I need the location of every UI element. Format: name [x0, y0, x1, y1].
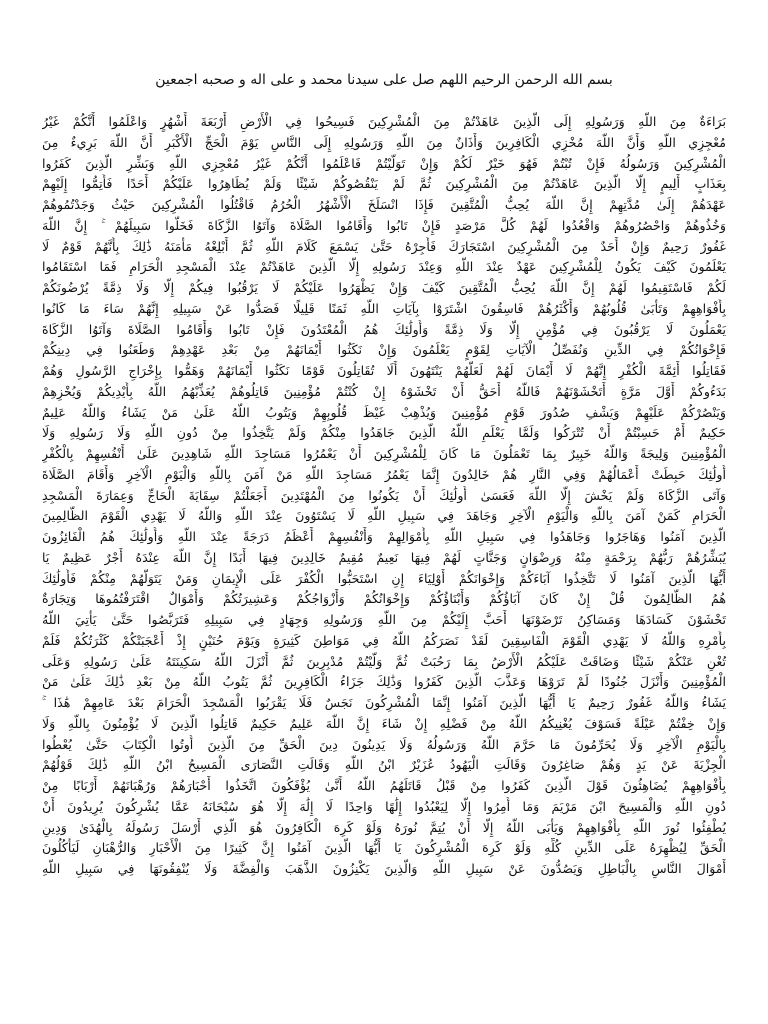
text-line: فَإِخْوَانُكُمْ فِي الدِّينِ وَنُفَصِّلُ الْآيَاتِ لِقَوْمٍ يَعْلَمُونَ وَإِنْ نَكَثُوا أَيْمَانَهُمْ مِنْ بَعْدِ عَهْدِهِمْ وَطَعَنُوا فِي دِينِكُمْ: [42, 342, 726, 358]
text-line: وَخُذُوهُمْ وَاحْصُرُوهُمْ وَاقْعُدُوا لَهُمْ كُلَّ مَرْصَدٍ فَإِنْ تَابُوا وَأَقَامُوا الصَّلَاةَ وَآتَوُا الزَّكَاةَ فَخَلُّوا سَبِيلَهُمْ ۚ إِنَّ اللَّهَ: [42, 217, 726, 233]
page-title: بسم الله الرحمن الرحيم اللهم صل على سيدنا محمد و على اله و صحبه اجمعين: [155, 72, 613, 88]
text-line: الْحَرَامِ كَمَنْ آمَنَ بِاللَّهِ وَالْيَوْمِ الْآخِرِ وَجَاهَدَ فِي سَبِيلِ اللَّهِ لَا يَسْتَوُونَ عِنْدَ اللَّهِ وَاللَّهُ لَا يَهْدِي الْقَوْمَ الظَّالِمِينَ: [42, 508, 726, 524]
text-line: غَفُورٌ رَحِيمٌ وَإِنْ أَحَدٌ مِنَ الْمُشْرِكِينَ اسْتَجَارَكَ فَأَجِرْهُ حَتَّىٰ يَسْمَعَ كَلَامَ اللَّهِ ثُمَّ أَبْلِغْهُ مَأْمَنَهُ ذَٰلِكَ بِأَنَّهُمْ قَوْمٌ لَا: [42, 238, 726, 254]
text-line: تُغْنِ عَنْكُمْ شَيْئًا وَضَاقَتْ عَلَيْكُمُ الْأَرْضُ بِمَا رَحُبَتْ ثُمَّ وَلَّيْتُمْ مُدْبِرِينَ ثُمَّ أَنْزَلَ اللَّهُ سَكِينَتَهُ عَلَىٰ رَسُولِهِ وَعَلَى: [42, 653, 726, 669]
text-line: دُونِ اللَّهِ وَالْمَسِيحَ ابْنَ مَرْيَمَ وَمَا أُمِرُوا إِلَّا لِيَعْبُدُوا إِلَٰهًا وَاحِدًا لَا إِلَٰهَ إِلَّا هُوَ سُبْحَانَهُ عَمَّا يُشْرِكُونَ يُرِيدُونَ أَنْ: [42, 798, 726, 814]
text-line: لَكُمْ فَاسْتَقِيمُوا لَهُمْ إِنَّ اللَّهَ يُحِبُّ الْمُتَّقِينَ كَيْفَ وَإِنْ يَظْهَرُوا عَلَيْكُمْ لَا يَرْقُبُوا فِيكُمْ إِلًّا وَلَا ذِمَّةً يُرْضُونَكُمْ: [42, 280, 726, 295]
text-line: بِأَمْرِهِ وَاللَّهُ لَا يَهْدِي الْقَوْمَ الْفَاسِقِينَ لَقَدْ نَصَرَكُمُ اللَّهُ فِي مَوَاطِنَ كَثِيرَةٍ وَيَوْمَ حُنَيْنٍ إِذْ أَعْجَبَتْكُمْ كَثْرَتُكُمْ فَلَمْ: [42, 632, 726, 648]
text-line: أَمْوَالَ النَّاسِ بِالْبَاطِلِ وَيَصُدُّونَ عَنْ سَبِيلِ اللَّهِ وَالَّذِينَ يَكْنِزُونَ الذَّهَبَ وَالْفِضَّةَ وَلَا يُنْفِقُونَهَا فِي سَبِيلِ اللَّهِ: [42, 861, 726, 876]
text-line: وَآتَى الزَّكَاةَ وَلَمْ يَخْشَ إِلَّا اللَّهَ فَعَسَىٰ أُولَٰئِكَ أَنْ يَكُونُوا مِنَ الْمُهْتَدِينَ أَجَعَلْتُمْ سِقَايَةَ الْحَاجِّ وَعِمَارَةَ الْمَسْجِدِ: [42, 487, 726, 503]
text-line: وَيَنْصُرْكُمْ عَلَيْهِمْ وَيَشْفِ صُدُورَ قَوْمٍ مُؤْمِنِينَ وَيُذْهِبْ غَيْظَ قُلُوبِهِمْ وَيَتُوبُ اللَّهُ عَلَىٰ مَنْ يَشَاءُ وَاللَّهُ عَلِيمٌ: [42, 404, 726, 420]
text-line: بِأَفْوَاهِهِمْ يُضَاهِئُونَ قَوْلَ الَّذِينَ كَفَرُوا مِنْ قَبْلُ قَاتَلَهُمُ اللَّهُ أَنَّىٰ يُؤْفَكُونَ اتَّخَذُوا أَحْبَارَهُمْ وَرُهْبَانَهُمْ أَرْبَابًا مِنْ: [42, 778, 726, 793]
text-line: هُمُ الظَّالِمُونَ قُلْ إِنْ كَانَ آبَاؤُكُمْ وَأَبْنَاؤُكُمْ وَإِخْوَانُكُمْ وَأَزْوَاجُكُمْ وَعَشِيرَتُكُمْ وَأَمْوَالٌ اقْتَرَفْتُمُوهَا وَتِجَارَةٌ: [42, 591, 726, 607]
text-line: بَدَءُوكُمْ أَوَّلَ مَرَّةٍ أَتَخْشَوْنَهُمْ فَاللَّهُ أَحَقُّ أَنْ تَخْشَوْهُ إِنْ كُنْتُمْ مُؤْمِنِينَ قَاتِلُوهُمْ يُعَذِّبْهُمُ اللَّهُ بِأَيْدِيكُمْ وَيُخْزِهِمْ: [42, 383, 726, 399]
text-line: يَعْمَلُونَ لَا يَرْقُبُونَ فِي مُؤْمِنٍ إِلًّا وَلَا ذِمَّةً وَأُولَٰئِكَ هُمُ الْمُعْتَدُونَ فَإِنْ تَابُوا وَأَقَامُوا الصَّلَاةَ وَآتَوُا الزَّكَاةَ: [42, 321, 726, 337]
text-line: أُولَٰئِكَ حَبِطَتْ أَعْمَالُهُمْ وَفِي النَّارِ هُمْ خَالِدُونَ إِنَّمَا يَعْمُرُ مَسَاجِدَ اللَّهِ مَنْ آمَنَ بِاللَّهِ وَالْيَوْمِ الْآخِرِ وَأَقَامَ الصَّلَاةَ: [42, 466, 726, 482]
text-line: الْجِزْيَةَ عَنْ يَدٍ وَهُمْ صَاغِرُونَ وَقَالَتِ الْيَهُودُ عُزَيْرٌ ابْنُ اللَّهِ وَقَالَتِ النَّصَارَى الْمَسِيحُ ابْنُ اللَّهِ ذَٰلِكَ قَوْلُهُمْ: [42, 757, 726, 773]
text-line: أَيُّهَا الَّذِينَ آمَنُوا لَا تَتَّخِذُوا آبَاءَكُمْ وَإِخْوَانَكُمْ أَوْلِيَاءَ إِنِ اسْتَحَبُّوا الْكُفْرَ عَلَى الْإِيمَانِ وَمَنْ يَتَوَلَّهُمْ مِنْكُمْ فَأُولَٰئِكَ: [42, 570, 726, 586]
document-body: [42, 112, 726, 880]
text-line: بَرَاءَةٌ مِنَ اللَّهِ وَرَسُولِهِ إِلَى الَّذِينَ عَاهَدْتُمْ مِنَ الْمُشْرِكِينَ فَسِيحُوا فِي الْأَرْضِ أَرْبَعَةَ أَشْهُرٍ وَاعْلَمُوا أَنَّكُمْ غَيْرُ: [42, 114, 726, 129]
text-line: حَكِيمٌ أَمْ حَسِبْتُمْ أَنْ تُتْرَكُوا وَلَمَّا يَعْلَمِ اللَّهُ الَّذِينَ جَاهَدُوا مِنْكُمْ وَلَمْ يَتَّخِذُوا مِنْ دُونِ اللَّهِ وَلَا رَسُولِهِ وَلَا: [42, 425, 726, 441]
text-line: الْحَقِّ لِيُظْهِرَهُ عَلَى الدِّينِ كُلِّهِ وَلَوْ كَرِهَ الْمُشْرِكُونَ يَا أَيُّهَا الَّذِينَ آمَنُوا إِنَّ كَثِيرًا مِنَ الْأَحْبَارِ وَالرُّهْبَانِ لَيَأْكُلُونَ: [42, 840, 726, 856]
text-line: وَإِنْ خِفْتُمْ عَيْلَةً فَسَوْفَ يُغْنِيكُمُ اللَّهُ مِنْ فَضْلِهِ إِنْ شَاءَ إِنَّ اللَّهَ عَلِيمٌ حَكِيمٌ قَاتِلُوا الَّذِينَ لَا يُؤْمِنُونَ بِاللَّهِ وَلَا: [42, 715, 726, 731]
text-line: يَعْلَمُونَ كَيْفَ يَكُونُ لِلْمُشْرِكِينَ عَهْدٌ عِنْدَ اللَّهِ وَعِنْدَ رَسُولِهِ إِلَّا الَّذِينَ عَاهَدْتُمْ عِنْدَ الْمَسْجِدِ الْحَرَامِ فَمَا اسْتَقَامُوا: [42, 259, 726, 275]
text-line: بِعَذَابٍ أَلِيمٍ إِلَّا الَّذِينَ عَاهَدْتُمْ مِنَ الْمُشْرِكِينَ ثُمَّ لَمْ يَنْقُصُوكُمْ شَيْئًا وَلَمْ يُظَاهِرُوا عَلَيْكُمْ أَحَدًا فَأَتِمُّوا إِلَيْهِمْ: [42, 176, 726, 192]
text-line: بِالْيَوْمِ الْآخِرِ وَلَا يُحَرِّمُونَ مَا حَرَّمَ اللَّهُ وَرَسُولُهُ وَلَا يَدِينُونَ دِينَ الْحَقِّ مِنَ الَّذِينَ أُوتُوا الْكِتَابَ حَتَّىٰ يُعْطُوا: [42, 736, 726, 752]
text-line: الْمُؤْمِنِينَ وَلِيجَةً وَاللَّهُ خَبِيرٌ بِمَا تَعْمَلُونَ مَا كَانَ لِلْمُشْرِكِينَ أَنْ يَعْمُرُوا مَسَاجِدَ اللَّهِ شَاهِدِينَ عَلَىٰ أَنْفُسِهِمْ بِالْكُفْرِ: [42, 446, 726, 461]
text-line: فَقَاتِلُوا أَئِمَّةَ الْكُفْرِ إِنَّهُمْ لَا أَيْمَانَ لَهُمْ لَعَلَّهُمْ يَنْتَهُونَ أَلَا تُقَاتِلُونَ قَوْمًا نَكَثُوا أَيْمَانَهُمْ وَهَمُّوا بِإِخْرَاجِ الرَّسُولِ وَهُمْ: [42, 363, 726, 378]
text-line: يَشَاءُ وَاللَّهُ غَفُورٌ رَحِيمٌ يَا أَيُّهَا الَّذِينَ آمَنُوا إِنَّمَا الْمُشْرِكُونَ نَجَسٌ فَلَا يَقْرَبُوا الْمَسْجِدَ الْحَرَامَ بَعْدَ عَامِهِمْ هَٰذَا ۚ: [42, 695, 726, 710]
text-line: تَخْشَوْنَ كَسَادَهَا وَمَسَاكِنُ تَرْضَوْنَهَا أَحَبَّ إِلَيْكُمْ مِنَ اللَّهِ وَرَسُولِهِ وَجِهَادٍ فِي سَبِيلِهِ فَتَرَبَّصُوا حَتَّىٰ يَأْتِيَ اللَّهُ: [42, 612, 726, 627]
text-line: عَهْدَهُمْ إِلَىٰ مُدَّتِهِمْ إِنَّ اللَّهَ يُحِبُّ الْمُتَّقِينَ فَإِذَا انْسَلَخَ الْأَشْهُرُ الْحُرُمُ فَاقْتُلُوا الْمُشْرِكِينَ حَيْثُ وَجَدْتُمُوهُمْ: [42, 197, 726, 212]
text-line: بِأَفْوَاهِهِمْ وَتَأْبَىٰ قُلُوبُهُمْ وَأَكْثَرُهُمْ فَاسِقُونَ اشْتَرَوْا بِآيَاتِ اللَّهِ ثَمَنًا قَلِيلًا فَصَدُّوا عَنْ سَبِيلِهِ إِنَّهُمْ سَاءَ مَا كَانُوا: [42, 300, 726, 316]
text-line: يُبَشِّرُهُمْ رَبُّهُمْ بِرَحْمَةٍ مِنْهُ وَرِضْوَانٍ وَجَنَّاتٍ لَهُمْ فِيهَا نَعِيمٌ مُقِيمٌ خَالِدِينَ فِيهَا أَبَدًا إِنَّ اللَّهَ عِنْدَهُ أَجْرٌ عَظِيمٌ يَا: [42, 549, 726, 565]
text-line: الْمُشْرِكِينَ وَرَسُولُهُ فَإِنْ تُبْتُمْ فَهُوَ خَيْرٌ لَكُمْ وَإِنْ تَوَلَّيْتُمْ فَاعْلَمُوا أَنَّكُمْ غَيْرُ مُعْجِزِي اللَّهِ وَبَشِّرِ الَّذِينَ كَفَرُوا: [42, 155, 726, 171]
text-line: يُطْفِئُوا نُورَ اللَّهِ بِأَفْوَاهِهِمْ وَيَأْبَى اللَّهُ إِلَّا أَنْ يُتِمَّ نُورَهُ وَلَوْ كَرِهَ الْكَافِرُونَ هُوَ الَّذِي أَرْسَلَ رَسُولَهُ بِالْهُدَىٰ وَدِينِ: [42, 819, 726, 835]
text-line: الَّذِينَ آمَنُوا وَهَاجَرُوا وَجَاهَدُوا فِي سَبِيلِ اللَّهِ بِأَمْوَالِهِمْ وَأَنْفُسِهِمْ أَعْظَمُ دَرَجَةً عِنْدَ اللَّهِ وَأُولَٰئِكَ هُمُ الْفَائِزُونَ: [42, 529, 726, 544]
text-line: الْمُؤْمِنِينَ وَأَنْزَلَ جُنُودًا لَمْ تَرَوْهَا وَعَذَّبَ الَّذِينَ كَفَرُوا وَذَٰلِكَ جَزَاءُ الْكَافِرِينَ ثُمَّ يَتُوبُ اللَّهُ مِنْ بَعْدِ ذَٰلِكَ عَلَىٰ مَنْ: [42, 674, 726, 690]
text-line: مُعْجِزِي اللَّهِ وَأَنَّ اللَّهَ مُخْزِي الْكَافِرِينَ وَأَذَانٌ مِنَ اللَّهِ وَرَسُولِهِ إِلَى النَّاسِ يَوْمَ الْحَجِّ الْأَكْبَرِ أَنَّ اللَّهَ بَرِيءٌ مِنَ: [42, 134, 726, 150]
